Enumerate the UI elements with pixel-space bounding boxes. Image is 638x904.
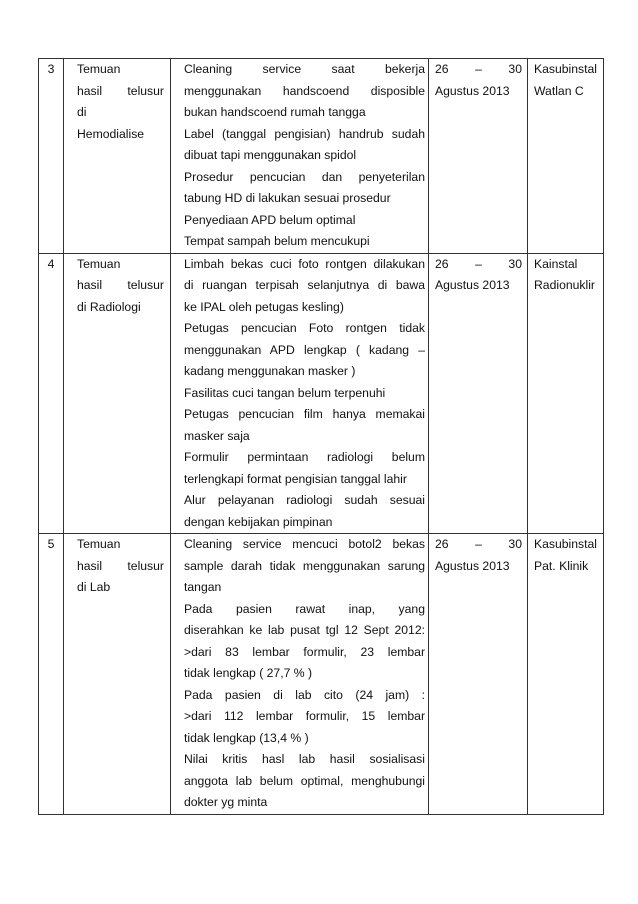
finding-item bbox=[184, 231, 425, 253]
finding-text-line: Formulir permintaan radiologi belum bbox=[184, 450, 425, 464]
finding-description-cell bbox=[171, 534, 429, 815]
finding-area-line: di Radiologi bbox=[77, 299, 141, 314]
finding-text-line: Fasilitas cuci tangan belum terpenuhi bbox=[184, 385, 386, 400]
finding-text-line: Prosedur pencucian dan penyeterilan bbox=[184, 169, 425, 184]
finding-text-line: menggunakan handscoend disposible bbox=[184, 83, 425, 98]
responsible-unit-line: Kasubinstal bbox=[534, 537, 598, 551]
responsible-unit-line: Kasubinstal bbox=[534, 62, 598, 76]
finding-text-line: Nilai kritis hasl lab hasil sosialisasi bbox=[184, 752, 425, 766]
date-text-line: Agustus 2013 bbox=[435, 83, 510, 98]
finding-text-line: Penyediaan APD belum optimal bbox=[184, 212, 356, 227]
finding-text-line: sample darah tidak menggunakan sarung bbox=[184, 558, 425, 573]
finding-item bbox=[184, 447, 425, 490]
finding-item bbox=[184, 167, 425, 210]
finding-text-line: Petugas pencucian Foto rontgen tidak bbox=[184, 321, 425, 335]
finding-area-line: hasil telusur bbox=[77, 83, 164, 98]
row-number-cell bbox=[39, 534, 64, 815]
finding-text-line: Pada pasien di lab cito (24 jam) : bbox=[184, 687, 425, 702]
responsible-unit-line: Watlan C bbox=[534, 83, 584, 98]
finding-text-line: ke IPAL oleh petugas kesling) bbox=[184, 299, 344, 314]
finding-item bbox=[184, 383, 425, 405]
finding-item bbox=[184, 490, 425, 533]
finding-item bbox=[184, 685, 425, 750]
finding-item bbox=[184, 210, 425, 232]
finding-text-line: tangan bbox=[184, 580, 222, 594]
finding-text-line: Cleaning service saat bekerja bbox=[184, 62, 425, 76]
finding-text-line: Petugas pencucian film hanya memakai bbox=[184, 407, 425, 421]
date-text-line: 26 – 30 bbox=[435, 62, 522, 76]
finding-text-line: tabung HD di lakukan sesuai prosedur bbox=[184, 191, 391, 205]
finding-text-line: tidak lengkap ( 27,7 % ) bbox=[184, 666, 313, 680]
row-number-cell bbox=[39, 253, 64, 534]
finding-item bbox=[184, 599, 425, 685]
date-text-line: 26 – 30 bbox=[435, 537, 522, 551]
finding-text-line: masker saja bbox=[184, 428, 250, 443]
finding-text-line: >dari 112 lembar formulir, 15 lembar bbox=[184, 709, 425, 723]
finding-item bbox=[184, 59, 425, 124]
responsible-unit-line: Pat. Klinik bbox=[534, 558, 589, 573]
finding-area-line: di Lab bbox=[77, 580, 111, 594]
findings-table bbox=[38, 58, 604, 815]
finding-text-line: dokter yg minta bbox=[184, 795, 268, 809]
finding-text-line: >dari 83 lembar formulir, 23 lembar bbox=[184, 644, 425, 659]
finding-area-line: di bbox=[77, 105, 87, 119]
finding-text-line: kadang menggunakan masker ) bbox=[184, 364, 356, 378]
date-text-line: 26 – 30 bbox=[435, 256, 522, 271]
finding-item bbox=[184, 124, 425, 167]
findings-table-body bbox=[39, 59, 604, 815]
finding-area-line: Temuan bbox=[77, 62, 121, 76]
finding-item bbox=[184, 534, 425, 599]
finding-description-cell bbox=[171, 59, 429, 254]
finding-item bbox=[184, 318, 425, 383]
finding-text-line: bukan handscoend rumah tangga bbox=[184, 105, 366, 119]
finding-text-line: Tempat sampah belum mencukupi bbox=[184, 234, 370, 248]
row-number-cell bbox=[39, 59, 64, 254]
finding-description-cell bbox=[171, 253, 429, 534]
row-number: 5 bbox=[47, 537, 55, 551]
finding-area-cell bbox=[64, 534, 171, 815]
finding-text-line: terlengkapi format pengisian tanggal lahir bbox=[184, 471, 407, 486]
finding-text-line: diserahkan ke lab pusat tgl 12 Sept 2012: bbox=[184, 623, 425, 637]
finding-area-cell bbox=[64, 253, 171, 534]
finding-item bbox=[184, 749, 425, 814]
responsible-unit-cell bbox=[528, 534, 604, 815]
finding-area-line: hasil telusur bbox=[77, 558, 164, 573]
finding-text-line: menggunakan APD lengkap ( kadang – bbox=[184, 342, 425, 357]
responsible-unit-cell bbox=[528, 59, 604, 254]
finding-text-line: Label (tanggal pengisian) handrub sudah bbox=[184, 126, 425, 141]
date-cell bbox=[429, 253, 528, 534]
row-number: 3 bbox=[47, 62, 55, 76]
finding-text-line: dibuat tapi menggunakan spidol bbox=[184, 148, 357, 162]
responsible-unit-line: Radionuklir bbox=[534, 278, 595, 292]
finding-text-line: tidak lengkap (13,4 % ) bbox=[184, 730, 309, 745]
row-number: 4 bbox=[47, 256, 55, 271]
date-cell bbox=[429, 534, 528, 815]
finding-text-line: di ruangan terpisah selanjutnya di bawa bbox=[184, 278, 425, 292]
responsible-unit-line: Kainstal bbox=[534, 256, 578, 271]
finding-area-line: hasil telusur bbox=[77, 278, 164, 292]
finding-text-line: Pada pasien rawat inap, yang bbox=[184, 601, 425, 616]
table-row bbox=[39, 253, 604, 534]
finding-text-line: dengan kebijakan pimpinan bbox=[184, 514, 333, 529]
finding-area-cell bbox=[64, 59, 171, 254]
finding-text-line: Limbah bekas cuci foto rontgen dilakukan bbox=[184, 256, 425, 271]
finding-area-line: Temuan bbox=[77, 537, 121, 551]
finding-area-line: Hemodialise bbox=[77, 126, 145, 141]
responsible-unit-cell bbox=[528, 253, 604, 534]
date-text-line: Agustus 2013 bbox=[435, 278, 510, 292]
finding-item bbox=[184, 254, 425, 319]
table-row bbox=[39, 59, 604, 254]
finding-item bbox=[184, 404, 425, 447]
date-text-line: Agustus 2013 bbox=[435, 558, 510, 573]
finding-area-line: Temuan bbox=[77, 256, 121, 271]
finding-text-line: anggota lab belum optimal, menghubungi bbox=[184, 773, 425, 788]
date-cell bbox=[429, 59, 528, 254]
finding-text-line: Alur pelayanan radiologi sudah sesuai bbox=[184, 493, 425, 507]
finding-text-line: Cleaning service mencuci botol2 bekas bbox=[184, 537, 425, 551]
table-row bbox=[39, 534, 604, 815]
